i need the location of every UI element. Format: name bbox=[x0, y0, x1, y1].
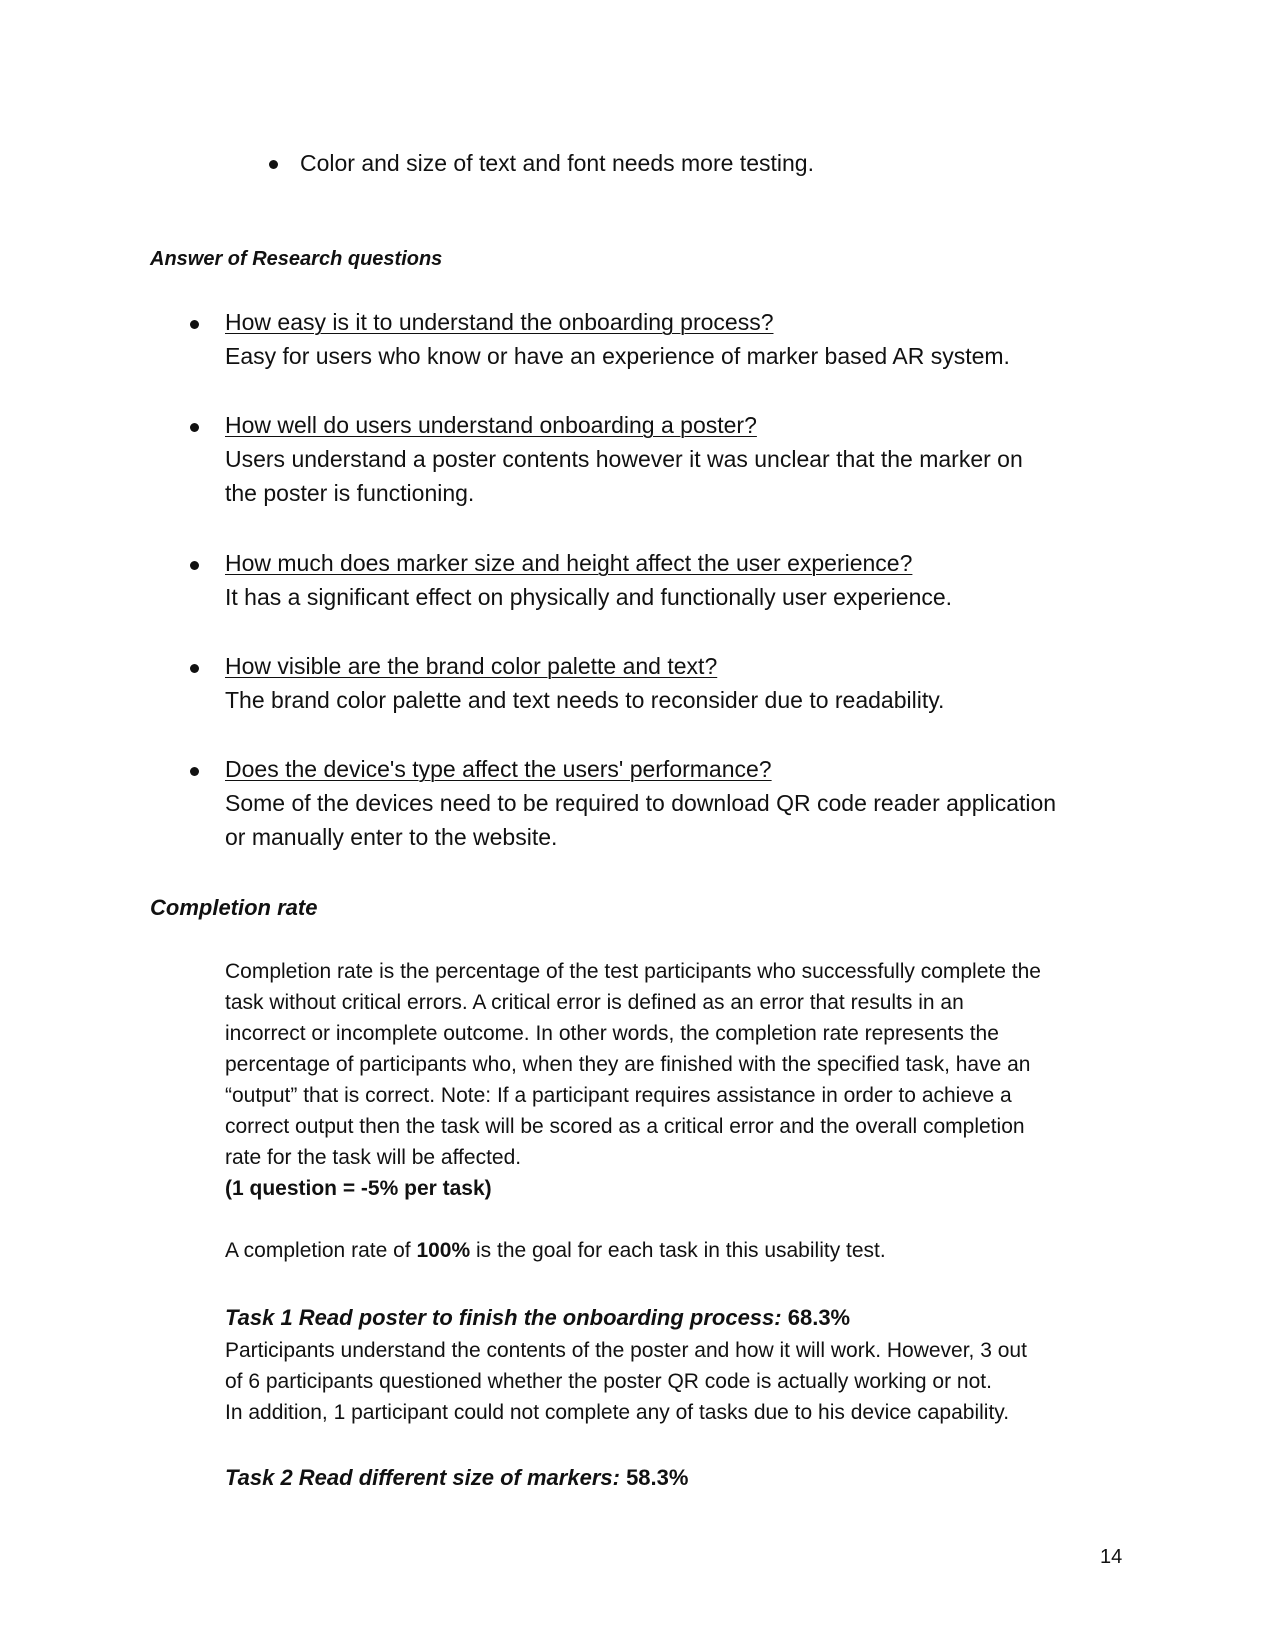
bullet-icon bbox=[190, 664, 199, 673]
section-heading-research: Answer of Research questions bbox=[150, 248, 443, 270]
bullet-icon bbox=[190, 320, 199, 329]
research-question: How visible are the brand color palette and text? bbox=[225, 653, 718, 679]
completion-goal bbox=[225, 1239, 886, 1263]
bullet-icon bbox=[190, 561, 199, 570]
goal-suffix: is the goal for each task in this usability test. bbox=[470, 1239, 886, 1262]
task-label: Task 1 Read poster to finish the onboarding process: bbox=[225, 1305, 782, 1330]
task-rate: 68.3% bbox=[787, 1305, 851, 1330]
research-answer: The brand color palette and text needs to reconsider due to readability. bbox=[225, 687, 945, 713]
research-answer: It has a significant effect on physically and functionally user experience. bbox=[225, 584, 953, 610]
research-question: How easy is it to understand the onboarding process? bbox=[225, 309, 774, 335]
research-answer: the poster is functioning. bbox=[225, 480, 475, 506]
paragraph-line: rate for the task will be affected. bbox=[225, 1146, 522, 1169]
task-note: In addition, 1 participant could not complete any of tasks due to his device capability. bbox=[225, 1401, 1010, 1424]
research-answer: or manually enter to the website. bbox=[225, 824, 558, 850]
research-answer: Some of the devices need to be required to download QR code reader application bbox=[225, 790, 1057, 816]
bullet-icon bbox=[190, 767, 199, 776]
paragraph-line: Completion rate is the percentage of the test participants who successfully complete the bbox=[225, 960, 1041, 983]
paragraph-line: percentage of participants who, when they are finished with the specified task, have an bbox=[225, 1053, 1031, 1076]
task-heading bbox=[225, 1305, 850, 1331]
bullet-text: Color and size of text and font needs more testing. bbox=[300, 150, 814, 176]
research-answer: Easy for users who know or have an experience of marker based AR system. bbox=[225, 343, 1010, 369]
paragraph-line: task without critical errors. A critical error is defined as an error that results in an bbox=[225, 991, 964, 1014]
research-question: Does the device's type affect the users' performance? bbox=[225, 756, 772, 782]
paragraph-line: incorrect or incomplete outcome. In other words, the completion rate represents the bbox=[225, 1022, 999, 1045]
task-rate: 58.3% bbox=[626, 1465, 689, 1490]
page-number: 14 bbox=[1100, 1546, 1123, 1568]
task-note: Participants understand the contents of the poster and how it will work. However, 3 out bbox=[225, 1339, 1027, 1362]
paragraph-line: “output” that is correct. Note: If a participant requires assistance in order to achieve a bbox=[225, 1084, 1012, 1107]
scoring-rule: (1 question = -5% per task) bbox=[225, 1177, 492, 1200]
research-question: How well do users understand onboarding a poster? bbox=[225, 412, 757, 438]
research-question: How much does marker size and height affect the user experience? bbox=[225, 550, 913, 576]
goal-value: 100% bbox=[416, 1239, 471, 1262]
task-heading bbox=[225, 1465, 688, 1491]
section-heading-completion: Completion rate bbox=[150, 895, 318, 920]
paragraph-line: correct output then the task will be scored as a critical error and the overall completion bbox=[225, 1115, 1025, 1138]
bullet-icon bbox=[269, 160, 278, 169]
research-answer: Users understand a poster contents however it was unclear that the marker on bbox=[225, 446, 1023, 472]
task-note: of 6 participants questioned whether the poster QR code is actually working or not. bbox=[225, 1370, 992, 1393]
task-label: Task 2 Read different size of markers: bbox=[225, 1465, 620, 1490]
bullet-icon bbox=[190, 423, 199, 432]
goal-prefix: A completion rate of bbox=[225, 1239, 417, 1262]
